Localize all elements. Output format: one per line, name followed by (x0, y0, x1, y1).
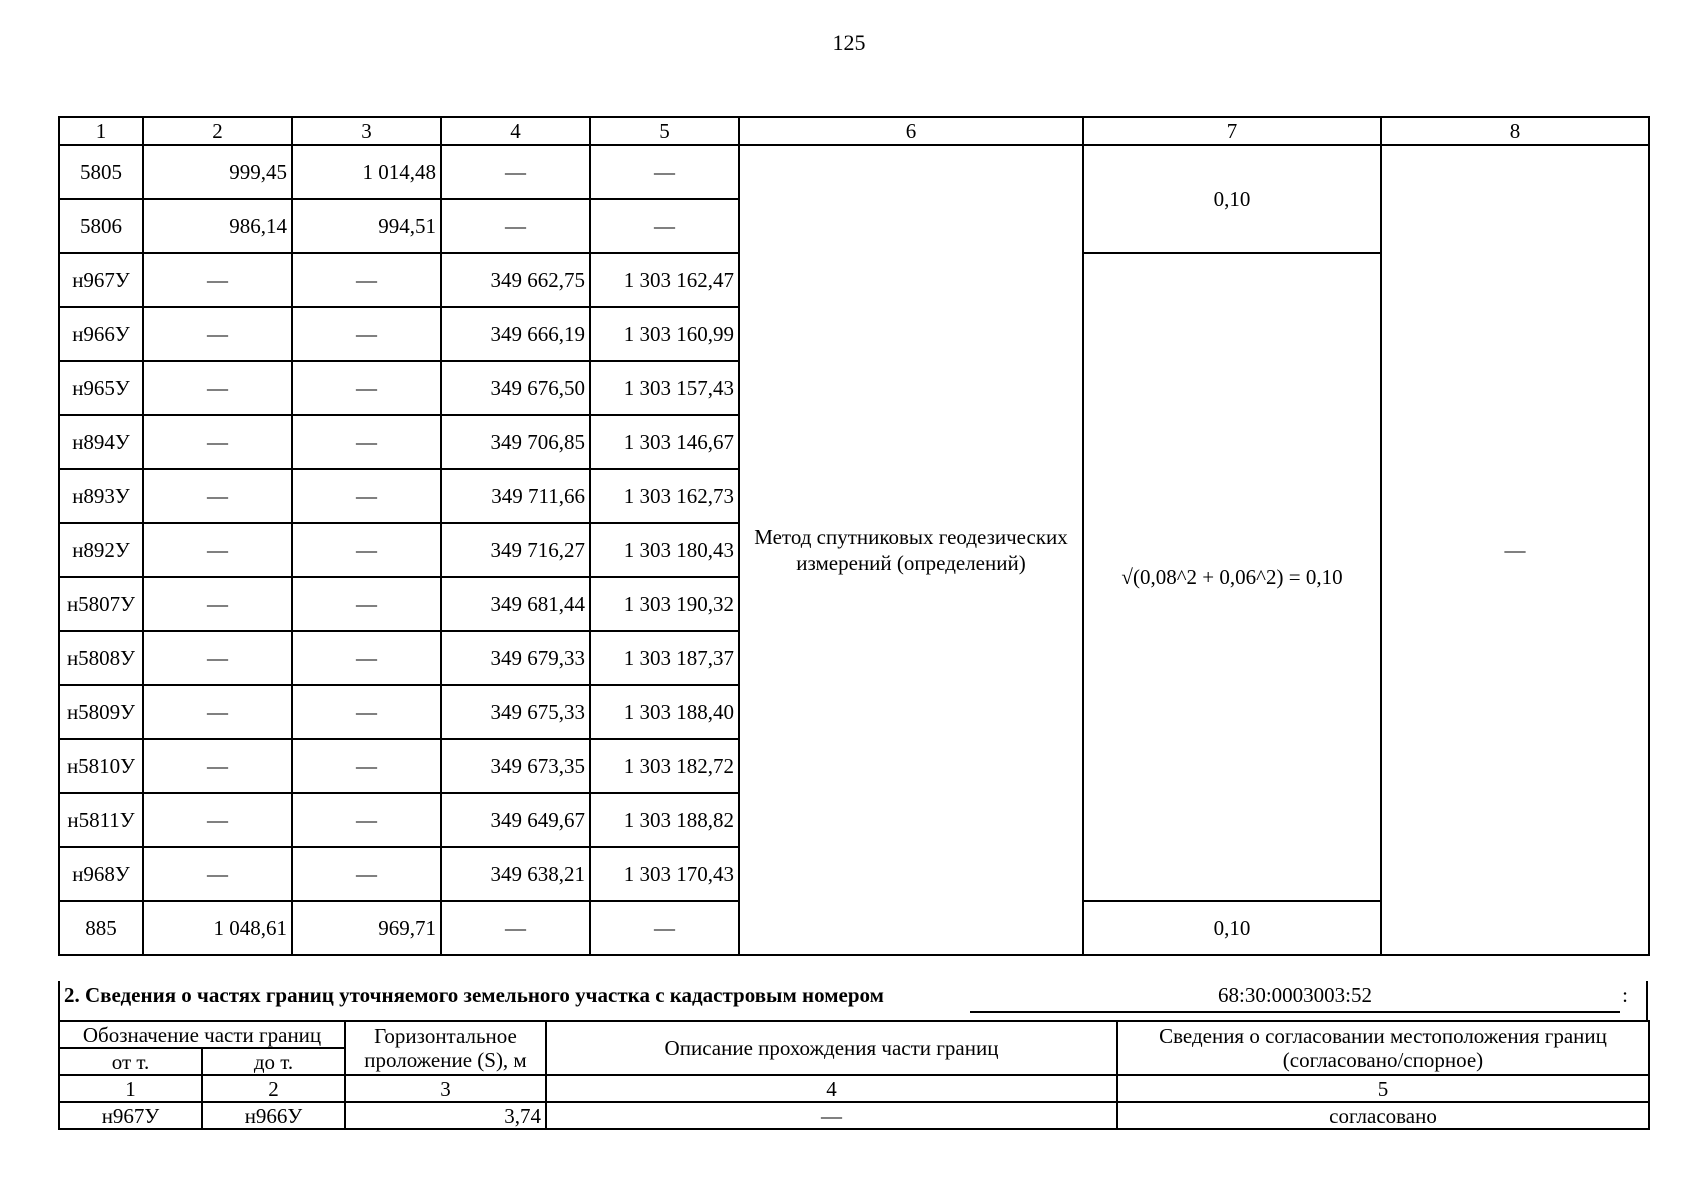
new-y: 1 303 188,40 (590, 685, 739, 739)
point-name: 885 (59, 901, 143, 955)
new-x: 349 675,33 (441, 685, 590, 739)
new-x: 349 716,27 (441, 523, 590, 577)
column-number: 2 (202, 1075, 345, 1102)
existing-y: — (292, 253, 441, 307)
existing-y: 969,71 (292, 901, 441, 955)
existing-y: — (292, 577, 441, 631)
new-y: 1 303 188,82 (590, 793, 739, 847)
column-number: 8 (1381, 117, 1649, 145)
existing-y: — (292, 415, 441, 469)
existing-y: — (292, 631, 441, 685)
header-distance: Горизонтальное проложение (S), м (345, 1021, 546, 1075)
new-y: — (590, 145, 739, 199)
new-y: 1 303 182,72 (590, 739, 739, 793)
point-name: н5809У (59, 685, 143, 739)
new-x: 349 662,75 (441, 253, 590, 307)
point-name: н966У (59, 307, 143, 361)
column-number: 1 (59, 117, 143, 145)
existing-y: — (292, 793, 441, 847)
new-y: 1 303 180,43 (590, 523, 739, 577)
point-name: н5808У (59, 631, 143, 685)
column-number: 5 (590, 117, 739, 145)
header-agreement: Сведения о согласовании местоположения границ (согласовано/спорное) (1117, 1021, 1649, 1075)
point-name: н968У (59, 847, 143, 901)
point-name: н894У (59, 415, 143, 469)
existing-x: — (143, 685, 292, 739)
new-x: 349 679,33 (441, 631, 590, 685)
new-y: 1 303 160,99 (590, 307, 739, 361)
point-name: н5807У (59, 577, 143, 631)
existing-x: — (143, 847, 292, 901)
existing-x: — (143, 631, 292, 685)
title-colon: : (1622, 983, 1628, 1007)
point-name: н893У (59, 469, 143, 523)
new-x: 349 711,66 (441, 469, 590, 523)
new-x: 349 649,67 (441, 793, 590, 847)
new-x: — (441, 145, 590, 199)
existing-y: — (292, 685, 441, 739)
section-2-title: 2. Сведения о частях границ уточняемого земельного участка с кадастровым номером (64, 983, 884, 1007)
new-x: 349 676,50 (441, 361, 590, 415)
point-name: н967У (59, 253, 143, 307)
existing-x: — (143, 415, 292, 469)
existing-x: — (143, 253, 292, 307)
existing-x: — (143, 793, 292, 847)
new-x: 349 681,44 (441, 577, 590, 631)
column-number: 3 (292, 117, 441, 145)
column-number: 5 (1117, 1075, 1649, 1102)
point-name: 5806 (59, 199, 143, 253)
existing-y: — (292, 361, 441, 415)
point-name: н965У (59, 361, 143, 415)
column-number: 1 (59, 1075, 202, 1102)
header-designation: Обозначение части границ (59, 1021, 345, 1048)
existing-y: 1 014,48 (292, 145, 441, 199)
new-y: 1 303 146,67 (590, 415, 739, 469)
section-2-title-row (58, 981, 1648, 1020)
existing-x: — (143, 361, 292, 415)
column-number: 4 (546, 1075, 1117, 1102)
column-number: 6 (739, 117, 1083, 145)
new-x: — (441, 901, 590, 955)
new-x: 349 706,85 (441, 415, 590, 469)
table-row (59, 1102, 1649, 1129)
coordinates-table (58, 116, 1650, 956)
existing-x: 999,45 (143, 145, 292, 199)
existing-x: — (143, 577, 292, 631)
new-y: 1 303 162,73 (590, 469, 739, 523)
point-name: н5811У (59, 793, 143, 847)
method-cell: Метод спутниковых геодезических измерений (определений) (739, 145, 1083, 955)
col8-value: — (1381, 145, 1649, 955)
column-number: 2 (143, 117, 292, 145)
page-number: 125 (832, 30, 866, 55)
from-point: н967У (59, 1102, 202, 1129)
point-name: н892У (59, 523, 143, 577)
existing-x: — (143, 739, 292, 793)
new-y: — (590, 901, 739, 955)
existing-y: — (292, 469, 441, 523)
accuracy-bottom: 0,10 (1083, 901, 1381, 955)
new-y: 1 303 170,43 (590, 847, 739, 901)
new-y: 1 303 190,32 (590, 577, 739, 631)
distance: 3,74 (345, 1102, 546, 1129)
new-y: — (590, 199, 739, 253)
existing-x: — (143, 523, 292, 577)
existing-y: — (292, 307, 441, 361)
point-name: н5810У (59, 739, 143, 793)
column-number: 3 (345, 1075, 546, 1102)
existing-y: — (292, 847, 441, 901)
existing-x: 986,14 (143, 199, 292, 253)
existing-y: — (292, 523, 441, 577)
cadastral-number: 68:30:0003003:52 (970, 983, 1620, 1013)
point-name: 5805 (59, 145, 143, 199)
header-from: от т. (59, 1048, 202, 1075)
header-description: Описание прохождения части границ (546, 1021, 1117, 1075)
new-y: 1 303 187,37 (590, 631, 739, 685)
boundary-parts-table (58, 1020, 1650, 1130)
to-point: н966У (202, 1102, 345, 1129)
existing-y: 994,51 (292, 199, 441, 253)
new-y: 1 303 162,47 (590, 253, 739, 307)
new-y: 1 303 157,43 (590, 361, 739, 415)
existing-x: 1 048,61 (143, 901, 292, 955)
column-number: 4 (441, 117, 590, 145)
new-x: 349 638,21 (441, 847, 590, 901)
column-number: 7 (1083, 117, 1381, 145)
accuracy-formula: √(0,08^2 + 0,06^2) = 0,10 (1083, 253, 1381, 901)
accuracy-top: 0,10 (1083, 145, 1381, 253)
new-x: 349 666,19 (441, 307, 590, 361)
existing-x: — (143, 469, 292, 523)
existing-y: — (292, 739, 441, 793)
description: — (546, 1102, 1117, 1129)
header-to: до т. (202, 1048, 345, 1075)
existing-x: — (143, 307, 292, 361)
agreement: согласовано (1117, 1102, 1649, 1129)
new-x: — (441, 199, 590, 253)
new-x: 349 673,35 (441, 739, 590, 793)
table-row (59, 145, 1649, 199)
